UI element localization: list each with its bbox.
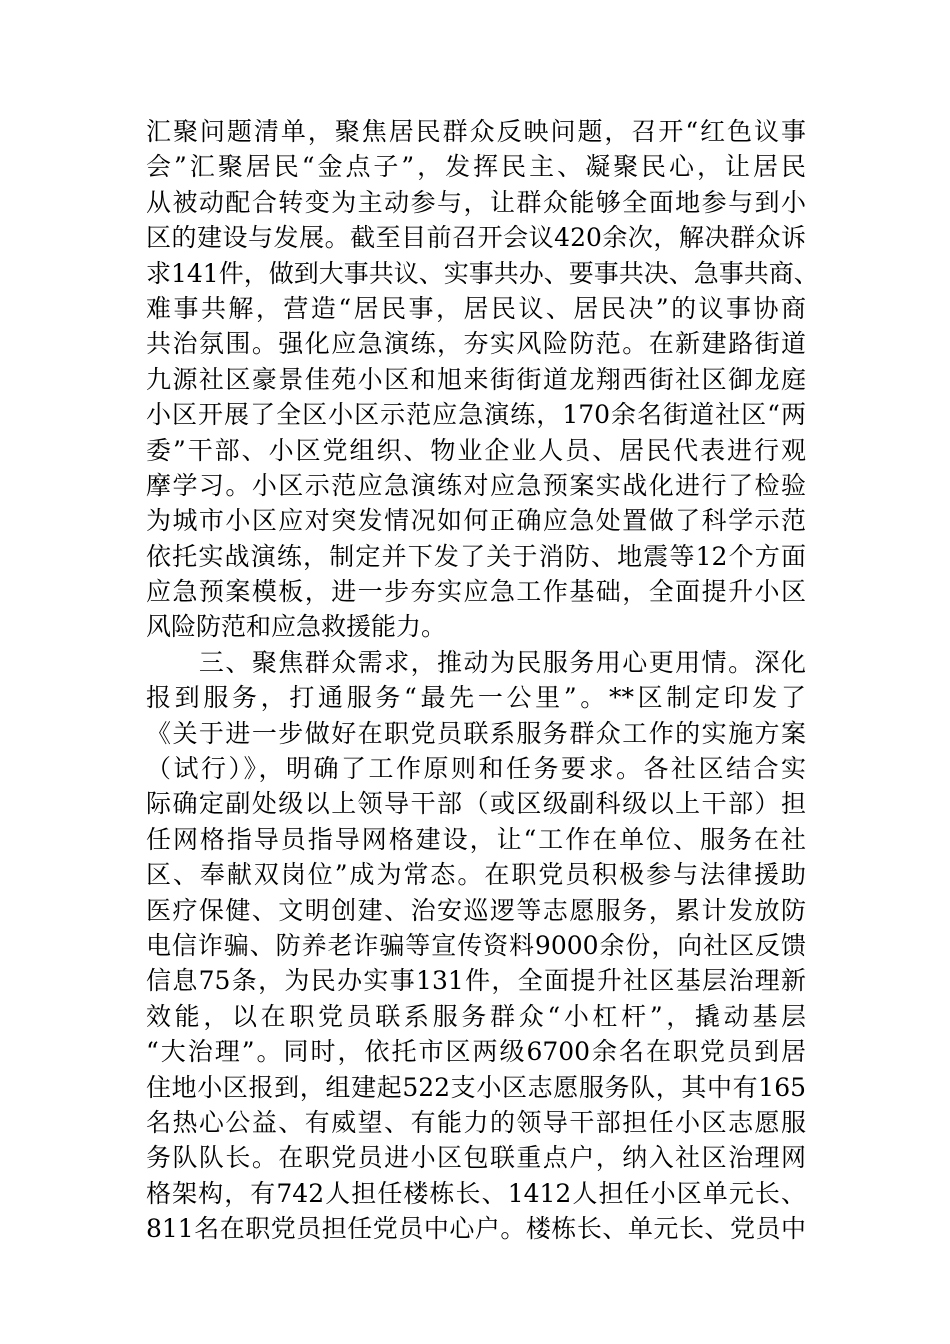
text-line: 务队队长。在职党员进小区包联重点户，纳入社区治理网 — [146, 1143, 806, 1173]
document-body — [146, 114, 819, 1247]
paragraph-last-line: 风险防范和应急救援能力。 — [146, 612, 447, 642]
text-line: 医疗保健、文明创建、治安巡逻等志愿服务，累计发放防 — [146, 895, 806, 925]
text-line: 811名在职党员担任党员中心户。楼栋长、单元长、党员中 — [146, 1214, 806, 1244]
text-line: 应急预案模板，进一步夯实应急工作基础，全面提升小区 — [146, 577, 806, 607]
text-line: 《关于进一步做好在职党员联系服务群众工作的实施方案 — [146, 718, 806, 748]
text-line: 九源社区豪景佳苑小区和旭来街街道龙翔西街社区御龙庭 — [146, 364, 806, 394]
text-line: 住地小区报到，组建起522支小区志愿服务队，其中有165 — [146, 1072, 806, 1102]
text-line: 区、奉献双岗位”成为常态。在职党员积极参与法律援助 — [146, 860, 806, 890]
text-line: 为城市小区应对突发情况如何正确应急处置做了科学示范 — [146, 506, 806, 536]
text-line: 任网格指导员指导网格建设，让“工作在单位、服务在社 — [146, 824, 806, 854]
paragraph-first-line: 三、聚焦群众需求，推动为民服务用心更用情。深化 — [146, 647, 806, 677]
text-line: 格架构，有742人担任楼栋长、1412人担任小区单元长、 — [146, 1178, 806, 1208]
text-line: 报到服务，打通服务“最先一公里”。**区制定印发了 — [146, 683, 806, 713]
text-line: 共治氛围。强化应急演练，夯实风险防范。在新建路街道 — [146, 329, 806, 359]
text-line: 电信诈骗、防养老诈骗等宣传资料9000余份，向社区反馈 — [146, 930, 806, 960]
text-line: 难事共解，营造“居民事，居民议、居民决”的议事协商 — [146, 293, 806, 323]
text-line: 小区开展了全区小区示范应急演练，170余名街道社区“两 — [146, 400, 806, 430]
text-line: “大治理”。同时，依托市区两级6700余名在职党员到居 — [146, 1037, 806, 1067]
text-line: 效能，以在职党员联系服务群众“小杠杆”，撬动基层 — [146, 1001, 806, 1031]
text-line: 摩学习。小区示范应急演练对应急预案实战化进行了检验 — [146, 470, 806, 500]
text-line: 信息75条，为民办实事131件，全面提升社区基层治理新 — [146, 966, 806, 996]
text-line: 求141件，做到大事共议、实事共办、要事共决、急事共商、 — [146, 258, 819, 288]
text-line: 委”干部、小区党组织、物业企业人员、居民代表进行观 — [146, 435, 806, 465]
text-line: 依托实战演练，制定并下发了关于消防、地震等12个方面 — [146, 541, 806, 571]
text-line: 汇聚问题清单，聚焦居民群众反映问题，召开“红色议事 — [146, 117, 806, 146]
text-line: 名热心公益、有威望、有能力的领导干部担任小区志愿服 — [146, 1107, 806, 1137]
text-line: 从被动配合转变为主动参与，让群众能够全面地参与到小 — [146, 187, 806, 217]
text-line: 会”汇聚居民“金点子”，发挥民主、凝聚民心，让居民 — [146, 152, 806, 182]
text-line: （试行）》，明确了工作原则和任务要求。各社区结合实 — [146, 754, 806, 784]
text-line: 区的建设与发展。截至目前召开会议420余次，解决群众诉 — [146, 223, 806, 253]
text-line: 际确定副处级以上领导干部（或区级副科级以上干部）担 — [146, 789, 806, 819]
